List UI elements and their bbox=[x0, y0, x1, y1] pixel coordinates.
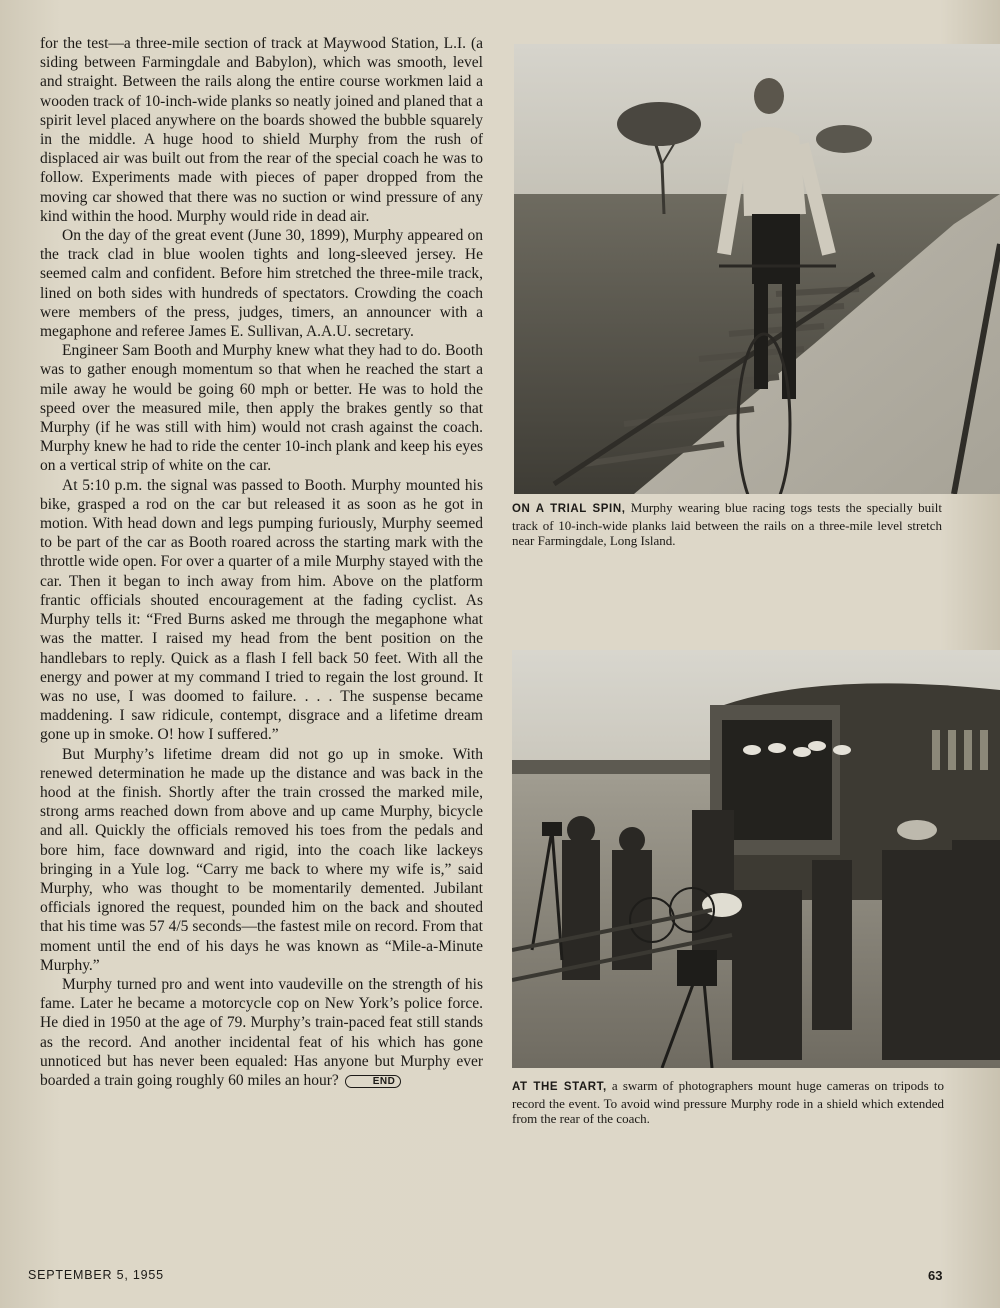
caption-text: a swarm of photographers mount huge cameras on tripods to record the event. To avoid wind pressure Murphy rode in a shield which extended from the rear of the coach. bbox=[512, 1078, 944, 1126]
caption-text: Murphy wearing blue racing togs tests the specially built track of 10-inch-wide planks laid between the rails on a three-mile level stretch near Farmingdale, Long Island. bbox=[512, 500, 942, 548]
article-paragraph: On the day of the great event (June 30, 1899), Murphy appeared on the track clad in blue woolen tights and long-sleeved jersey. He seemed calm and confident. Before him stretched the three-mile track, lined on both sides with hundreds of spectators. Crowding the coach were members of the press, judges, timers, an announcer with a megaphone and referee James E. Sullivan, A.A.U. secretary. bbox=[40, 227, 483, 341]
end-mark: END bbox=[345, 1075, 402, 1088]
article-paragraph-text: Murphy turned pro and went into vaudeville on the strength of his fame. Later he became a motorcycle cop on New York’s police force. He died in 1950 at the age of 79. Murphy’s train-paced feat still stands as the record. And another incidental feat of his which has gone unnoticed but has never been equaled: Has anyone but Murphy ever boarded a train going roughly 60 miles an hour? bbox=[40, 975, 483, 1089]
article-paragraph: Engineer Sam Booth and Murphy knew what they had to do. Booth was to gather enough momentum so that when he reached the start a mile away he would be going 60 mph or better. He was to hold the speed over the measured mile, then apply the brakes gently so that Murphy (if he was still with him) would not crash against the coach. Murphy knew he had to ride the center 10-inch plank and keep his eyes on a vertical strip of white on the car. bbox=[40, 342, 483, 475]
article-paragraph: for the test—a three-mile section of track at Maywood Station, L.I. (a siding between Farmingdale and Babylon), which was smooth, level and straight. Between the rails along the entire course workmen laid a wooden track of 10-inch-wide planks so neatly joined and planed that a spirit level placed anywhere on the boards showed the bubble squarely in the middle. A huge hood to shield Murphy from the rush of displaced air was built out from the rear of the special coach he was to follow. Experiments made with pieces of paper dropped from the moving car showed that there was no suction or wind pressure of any kind within the hood. Murphy would ride in dead air. bbox=[40, 35, 483, 225]
article-paragraph: But Murphy’s lifetime dream did not go up in smoke. With renewed determination he made up the distance and was back in the hood at the finish. Shortly after the train crossed the marked mile, strong arms reached down from above and up came Murphy, bicycle and all. Quickly the officials removed his toes from the pedals and bore him, face downward and rigid, into the coach like lackeys bringing in a Yule log. “Carry me back to where my wife is,” said Murphy, who was thought to be momentarily demented. Jubilant officials ignored the request, pounded him on the back and shouted that his time was 57 4/5 seconds—the fastest mile on record. From that moment until the end of his days he was known as “Mile-a-Minute Murphy.” bbox=[40, 745, 483, 974]
caption-lead: AT THE START, bbox=[512, 1081, 607, 1093]
caption-lead: ON A TRIAL SPIN, bbox=[512, 503, 626, 515]
article-paragraph: At 5:10 p.m. the signal was passed to Booth. Murphy mounted his bike, grasped a rod on the car but released it as soon as he got in motion. With head down and legs pumping furiously, Murphy seemed to be part of the car as Booth roared across the starting mark with the throttle wide open. For over a quarter of a mile Murphy stayed with the car. Then it began to inch away from him. Above on the platform frantic officials shouted encouragement at the fading cyclist. As Murphy tells it: “Fred Burns asked me through the megaphone what was the matter. I raised my head from the bent position on the handlebars to reply. Quick as a flash I fell back 50 feet. With all the energy and power at my command I tried to regain the lost ground. It was no use, I was doomed to failure. . . . The suspense became maddening. I saw ridicule, contempt, disgrace and a lifetime dream gone up in smoke. O! how I suffered.” bbox=[40, 476, 483, 744]
article-paragraph-last bbox=[40, 975, 483, 1090]
caption-trial-spin bbox=[512, 500, 942, 549]
page-number: 63 bbox=[928, 1268, 943, 1283]
start-photo-illustration bbox=[512, 650, 1000, 1068]
photo-at-the-start bbox=[512, 650, 1000, 1068]
issue-date: SEPTEMBER 5, 1955 bbox=[28, 1268, 164, 1282]
article-column bbox=[40, 34, 483, 1090]
caption-at-the-start bbox=[512, 1078, 944, 1127]
cyclist-photo-illustration bbox=[514, 44, 1000, 494]
photo-trial-spin bbox=[514, 44, 1000, 494]
